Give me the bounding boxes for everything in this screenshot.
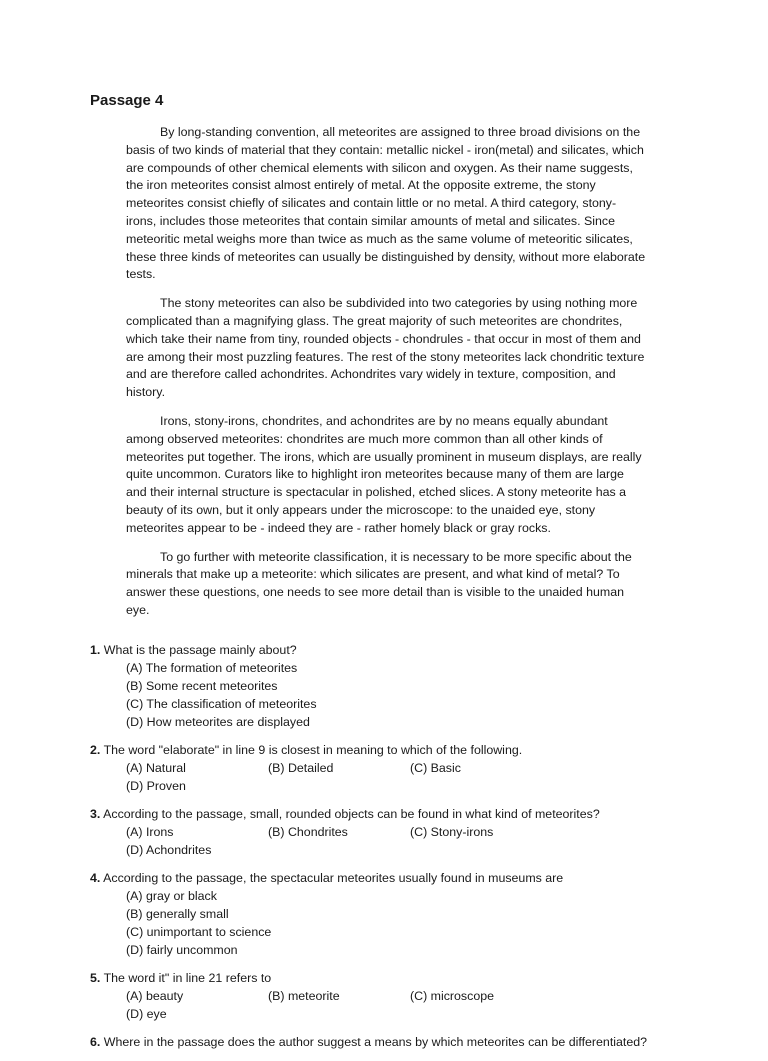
- answer-options: [126, 823, 690, 859]
- question-text: The word it" in line 21 refers to: [103, 971, 272, 985]
- question-text: According to the passage, small, rounded objects can be found in what kind of meteorites?: [103, 807, 600, 821]
- answer-option-c[interactable]: (C) Basic: [410, 761, 461, 775]
- question-list: [90, 641, 690, 1061]
- answer-option-c[interactable]: (C) microscope: [410, 989, 494, 1003]
- passage-paragraph: Irons, stony-irons, chondrites, and achondrites are by no means equally abundant among observed meteorites: chondrites are much more common than all other kinds of meteorites put together. The irons, which are usually prominent in museum displays, are really quite uncommon. Curators like to highlight iron meteorites because many of them are large and their internal structure is spectacular in polished, etched slices. A stony meteorite has a beauty of its own, but it only appears under the microscope: to the unaided eye, stony meteorites appear to be - indeed they are - rather homely black or gray rocks.: [126, 413, 642, 535]
- passage-title: Passage 4: [90, 92, 164, 109]
- question-3: [90, 805, 690, 859]
- question-number: 6.: [90, 1035, 101, 1049]
- answer-option-d[interactable]: (D) How meteorites are displayed: [126, 715, 310, 729]
- question-6: [90, 1033, 690, 1051]
- answer-options: [126, 887, 690, 959]
- answer-option-b[interactable]: (B) meteorite: [268, 989, 340, 1003]
- answer-option-d[interactable]: (D) eye: [126, 1007, 167, 1021]
- question-text: The word "elaborate" in line 9 is closest in meaning to which of the following.: [103, 743, 523, 757]
- question-number: 5.: [90, 971, 101, 985]
- question-1: [90, 641, 690, 731]
- answer-option-a[interactable]: (A) Natural: [126, 761, 186, 775]
- answer-options: [126, 659, 690, 731]
- answer-option-a[interactable]: (A) The formation of meteorites: [126, 661, 298, 675]
- question-text: Where in the passage does the author suggest a means by which meteorites can be differentiated?: [103, 1035, 648, 1049]
- answer-option-c[interactable]: (C) unimportant to science: [126, 925, 272, 939]
- answer-option-c[interactable]: (C) The classification of meteorites: [126, 697, 317, 711]
- question-4: [90, 869, 690, 959]
- question-number: 4.: [90, 871, 101, 885]
- answer-option-d[interactable]: (D) fairly uncommon: [126, 943, 238, 957]
- question-5: [90, 969, 690, 1023]
- question-number: 1.: [90, 643, 101, 657]
- answer-option-a[interactable]: (A) Irons: [126, 825, 174, 839]
- question-text: What is the passage mainly about?: [103, 643, 297, 657]
- passage-body: [126, 124, 646, 631]
- answer-option-b[interactable]: (B) generally small: [126, 907, 229, 921]
- question-number: 2.: [90, 743, 101, 757]
- answer-options: [126, 759, 690, 795]
- answer-option-c[interactable]: (C) Stony-irons: [410, 825, 494, 839]
- question-2: [90, 741, 690, 795]
- answer-option-d[interactable]: (D) Proven: [126, 779, 186, 793]
- answer-option-b[interactable]: (B) Detailed: [268, 761, 334, 775]
- answer-option-b[interactable]: (B) Some recent meteorites: [126, 679, 278, 693]
- passage-paragraph: The stony meteorites can also be subdivided into two categories by using nothing more complicated than a magnifying glass. The great majority of such meteorites are chondrites, which take their name from tiny, rounded objects - chondrules - that occur in most of them and are among their most puzzling features. The rest of the stony meteorites lack chondritic texture and are therefore called achondrites. Achondrites vary widely in texture, composition, and history.: [126, 296, 645, 400]
- answer-option-d[interactable]: (D) Achondrites: [126, 843, 212, 857]
- passage-paragraph: To go further with meteorite classification, it is necessary to be more specific about the minerals that make up a meteorite: which silicates are present, and what kind of metal? To answer these questions, one needs to see more detail than is visible to the unaided human eye.: [126, 549, 632, 617]
- answer-option-b[interactable]: (B) Chondrites: [268, 825, 348, 839]
- passage-paragraph: By long-standing convention, all meteorites are assigned to three broad divisions on the basis of two kinds of material that they contain: metallic nickel - iron(metal) and silicates, which are compounds of other chemical elements with silicon and oxygen. As their name suggests, the iron meteorites consist almost entirely of metal. At the opposite extreme, the stony meteorites consist chiefly of silicates and contain little or no metal. A third category, stony-irons, includes those meteorites that contain similar amounts of metal and silicates. Since meteoritic metal weighs more than twice as much as the same volume of meteoritic silicates, these three kinds of meteorites can usually be distinguished by density, without more elaborate tests.: [126, 125, 646, 282]
- answer-option-a[interactable]: (A) beauty: [126, 989, 184, 1003]
- answer-options: [126, 987, 690, 1023]
- question-number: 3.: [90, 807, 101, 821]
- question-text: According to the passage, the spectacular meteorites usually found in museums are: [103, 871, 564, 885]
- answer-option-a[interactable]: (A) gray or black: [126, 889, 217, 903]
